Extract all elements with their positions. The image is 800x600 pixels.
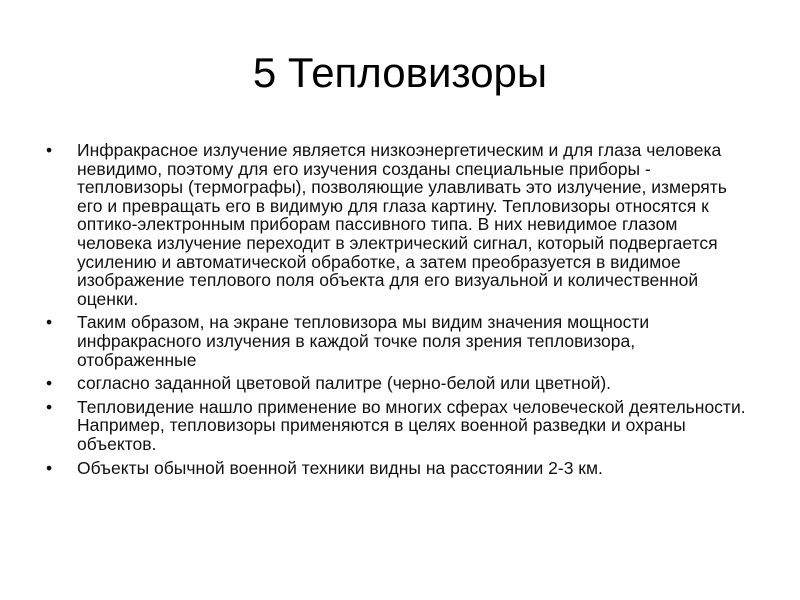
bullet-item-1 (46, 141, 751, 308)
bullet-dot-icon: • (46, 373, 53, 394)
bullet-item-4 (46, 398, 751, 454)
bullet-text-5: Объекты обычной военной техники видны на расстоянии 2-3 км. (77, 457, 603, 478)
bullet-dot-icon: • (46, 396, 53, 417)
bullet-text-4: Тепловидение нашло применение во многих сферах человеческой деятельности. Например, тепловизоры применяются в целях военной разведки и охраны объектов. (77, 396, 746, 454)
bullet-dot-icon: • (46, 140, 53, 160)
bullet-text-3: согласно заданной цветовой палитре (черно-белой или цветной). (77, 373, 612, 394)
bullet-list (46, 141, 751, 482)
bullet-item-2 (46, 313, 751, 369)
bullet-item-3 (46, 374, 751, 393)
bullet-text-2: Таким образом, на экране тепловизора мы видим значения мощности инфракрасного излучения в каждой точке поля зрения тепловизора, отображенные (77, 312, 650, 370)
bullet-dot-icon: • (46, 312, 53, 333)
bullet-text-1: Инфракрасное излучение является низкоэнергетическим и для глаза человека невидимо, поэтому для его изучения созданы специальные приборы - тепловизоры (термографы), позволяющие улавливать это излучение, измерять его и превращать его в видимую для глаза картину. Тепловизоры относятся к оптико-электронным приборам пассивного типа. В них невидимое глазом человека излучение переходит в электрический сигнал, который подвергается усилению и автоматической обработке, а затем преобразуется в видимое изображение теплового поля объекта для его визуальной и количественной оценки. (77, 140, 727, 309)
bullet-item-5 (46, 459, 751, 478)
slide-title: 5 Тепловизоры (252, 49, 548, 96)
bullet-dot-icon: • (46, 457, 53, 478)
